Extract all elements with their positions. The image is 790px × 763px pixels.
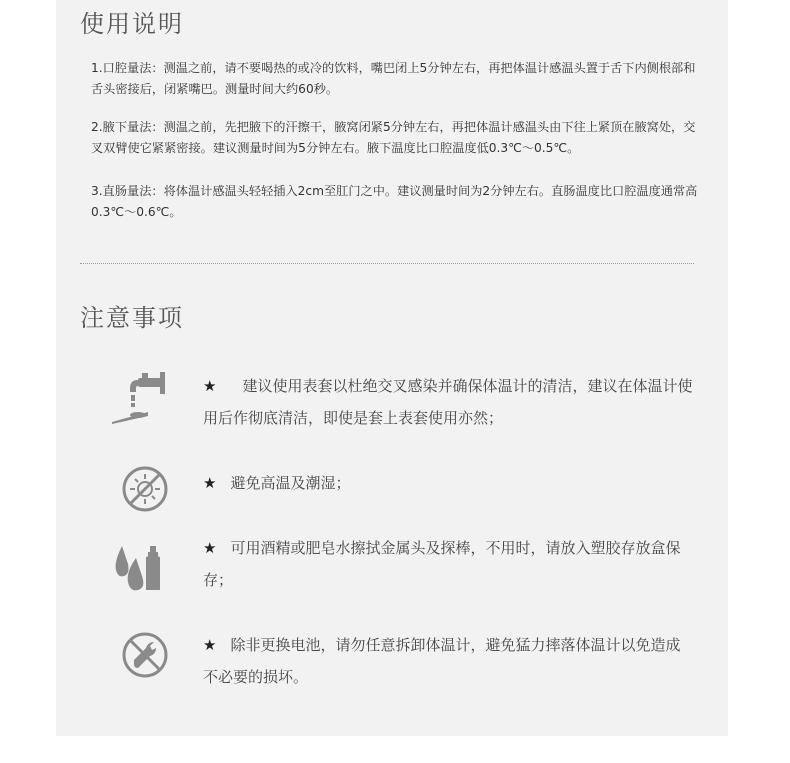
usage-paragraph-axillary: 2.腋下量法：测温之前，先把腋下的汗擦干，腋窝闭紧5分钟左右，再把体温计感温头由下往上紧顶在腋窝处，交叉双臂使它紧紧密接。建议测量时间为5分钟左右。腋下温度比口腔温度低0.3℃～0.5℃。	[91, 120, 696, 155]
no-disassemble-icon	[120, 630, 170, 680]
alcohol-drops-icon	[112, 540, 168, 594]
star-icon: ★	[203, 539, 217, 557]
no-heat-icon	[120, 464, 170, 514]
section-divider	[80, 263, 694, 264]
precaution-text-4: 除非更换电池，请勿任意拆卸体温计，避免猛力摔落体温计以免造成不必要的损坏。	[203, 636, 681, 686]
faucet-icon	[108, 370, 168, 426]
precaution-text-2: 避免高温及潮湿；	[230, 474, 351, 492]
precaution-item-1	[203, 370, 693, 434]
star-icon: ★	[203, 474, 217, 492]
usage-paragraph-rectal: 3.直肠量法：将体温计感温头轻轻插入2cm至肛门之中。建议测量时间为2分钟左右。直肠温度比口腔温度通常高0.3℃～0.6℃。	[91, 184, 698, 219]
usage-paragraph-oral: 1.口腔量法：测温之前，请不要喝热的或冷的饮料，嘴巴闭上5分钟左右，再把体温计感温头置于舌下内侧根部和舌头密接后，闭紧嘴巴。测量时间大约60秒。	[91, 61, 696, 96]
star-icon: ★	[203, 377, 217, 395]
star-icon: ★	[203, 636, 217, 654]
usage-title: 使用说明	[80, 10, 184, 38]
content-panel	[56, 0, 728, 736]
precaution-text-1: 建议使用表套以杜绝交叉感染并确保体温计的清洁，建议在体温计使用后作彻底清洁，即使是套上表套使用亦然；	[203, 377, 693, 427]
precaution-item-4	[203, 629, 693, 693]
precaution-item-3	[203, 532, 693, 596]
precaution-text-3: 可用酒精或肥皂水擦拭金属头及探棒，不用时，请放入塑胶存放盒保存；	[203, 539, 681, 589]
precaution-item-2	[203, 467, 693, 499]
precautions-title: 注意事项	[80, 304, 184, 332]
